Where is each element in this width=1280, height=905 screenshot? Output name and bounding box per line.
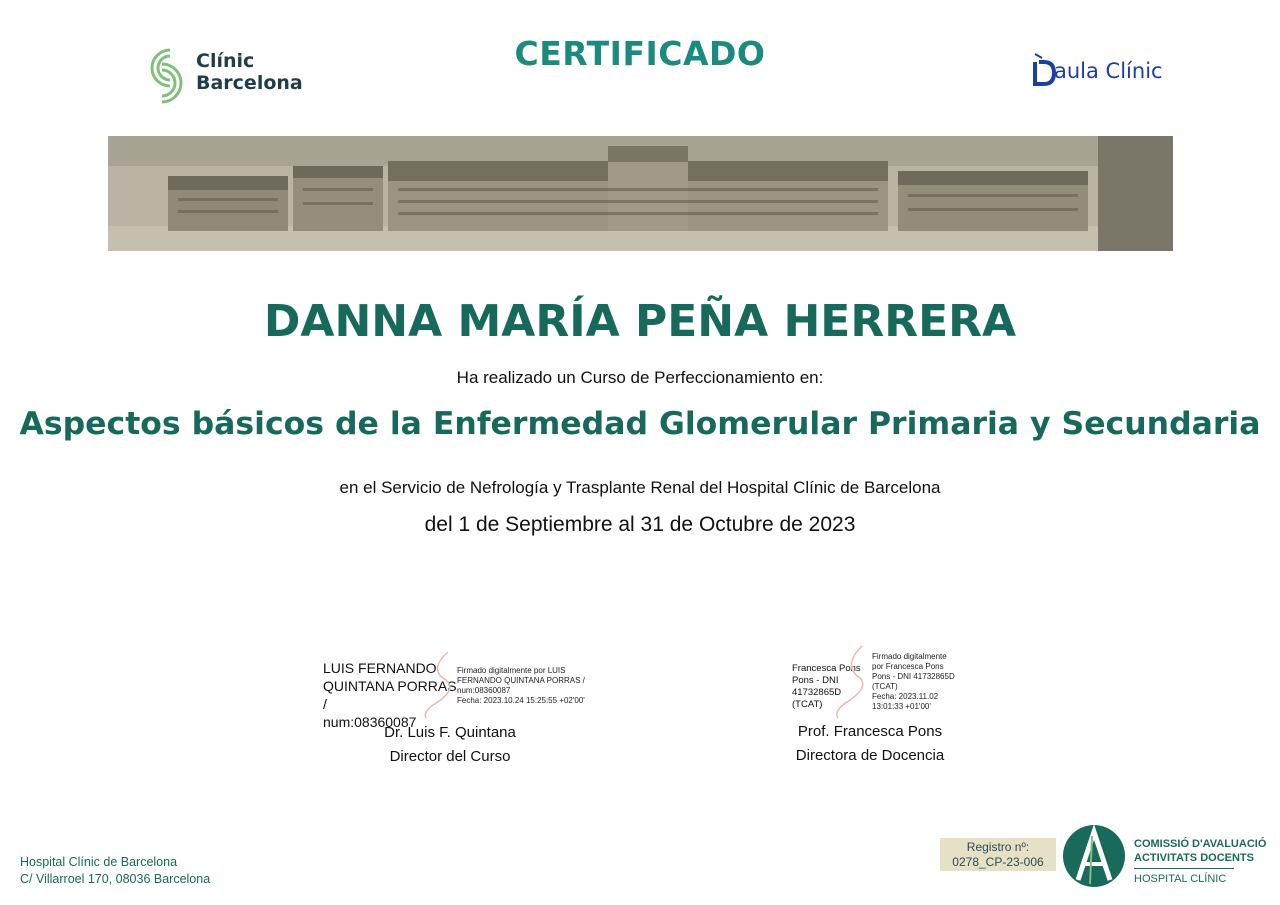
service-text: en el Servicio de Nefrología y Trasplante Renal del Hospital Clínic de Barcelona <box>339 478 941 497</box>
aula-clinic-logo <box>1032 50 1177 90</box>
signature-1-role: Director del Curso <box>389 748 511 765</box>
signature-1-digital-line: Fecha: 2023.10.24 15:25:55 +02'00' <box>457 696 585 705</box>
signature-1-stroke <box>418 650 458 720</box>
signature-1-name-line: LUIS FERNANDO <box>323 660 437 676</box>
registration-box <box>940 838 1056 871</box>
signature-1-name-line: num:08360087 <box>323 714 417 730</box>
signature-1-digital-line: FERNANDO QUINTANA PORRAS / <box>457 676 585 685</box>
signature-1-name-line: QUINTANA PORRAS / <box>323 678 457 712</box>
signature-2-person: Prof. Francesca Pons <box>797 723 943 740</box>
logo-left-line2: Barcelona <box>196 72 303 94</box>
registration-number: 0278_CP-23-006 <box>952 855 1044 869</box>
signature-2-digital-line: Pons - DNI 41732865D <box>872 672 955 681</box>
comissio-logo-icon <box>1062 824 1126 888</box>
hospital-address <box>20 854 320 888</box>
address-line: C/ Villarroel 170, 08036 Barcelona <box>20 872 211 886</box>
logo-left-line1: Clínic <box>196 50 255 72</box>
signature-2-digital-stamp <box>872 652 962 712</box>
comissio-logo-text <box>1134 837 1274 886</box>
signature-1-person: Dr. Luis F. Quintana <box>384 724 516 741</box>
aula-logo-text: aula Clínic <box>1054 59 1163 83</box>
signature-1-digital-line: num:08360087 <box>457 686 511 695</box>
comissio-line: HOSPITAL CLÍNIC <box>1134 873 1227 885</box>
signature-2-name-line: Pons - DNI <box>792 675 839 686</box>
certificate-title: CERTIFICADO <box>514 34 766 73</box>
hospital-aerial-photo <box>108 136 1173 251</box>
recipient-name: DANNA MARÍA PEÑA HERRERA <box>263 296 1017 347</box>
signature-2-digital-line: (TCAT) <box>872 682 898 691</box>
signature-2-name-line: 41732865D (TCAT) <box>792 687 842 710</box>
signature-2-digital-line: Firmado digitalmente <box>872 652 947 661</box>
intro-text: Ha realizado un Curso de Perfeccionamiento en: <box>456 368 824 387</box>
clinic-barcelona-logo <box>140 44 310 106</box>
aula-logo-icon <box>1032 52 1056 86</box>
signature-1-digital-line: Firmado digitalmente por LUIS <box>457 666 566 675</box>
course-dates: del 1 de Septiembre al 31 de Octubre de 2023 <box>424 513 856 536</box>
signature-2-digital-line: 13:01:33 +01'00' <box>872 702 931 711</box>
comissio-line: ACTIVITATS DOCENTS <box>1134 852 1254 864</box>
registration-label: Registro nº: <box>966 840 1030 854</box>
signature-2-digital-line: por Francesca Pons <box>872 662 944 671</box>
signature-2-digital-line: Fecha: 2023.11.02 <box>872 692 939 701</box>
comissio-line: COMISSIÓ D'AVALUACIÓ <box>1134 838 1267 850</box>
course-title: Aspectos básicos de la Enfermedad Glomerular Primaria y Secundaria <box>19 406 1261 442</box>
signature-2-name-line: Francesca Pons <box>792 663 861 674</box>
signature-2-stroke <box>830 644 870 719</box>
comissio-divider <box>1134 868 1234 869</box>
address-line: Hospital Clínic de Barcelona <box>20 855 178 869</box>
clinic-logo-icon <box>140 44 192 106</box>
signature-1-digital-stamp <box>457 666 587 706</box>
signature-2-role: Directora de Docencia <box>795 747 945 764</box>
